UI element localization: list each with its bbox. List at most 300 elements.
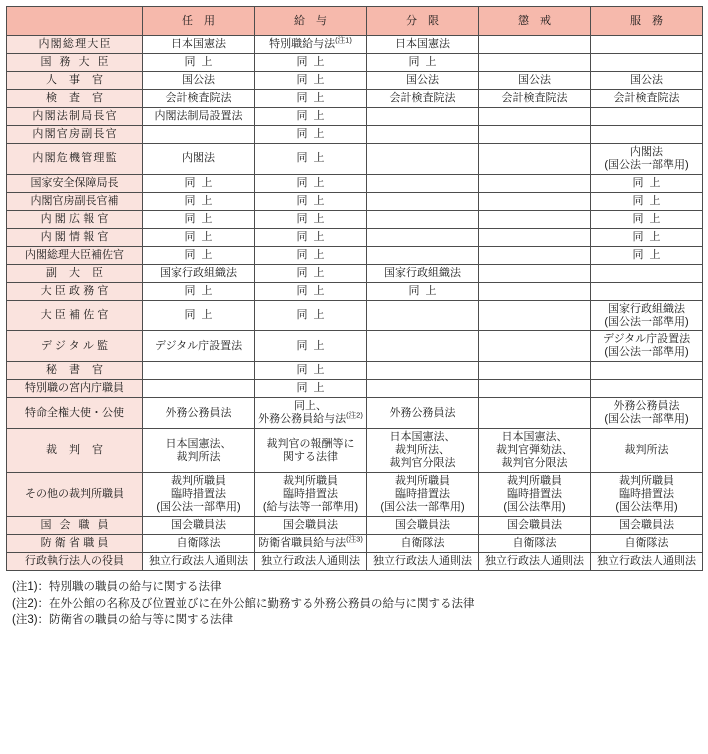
cell-line: 同上 [296, 364, 331, 377]
cell-line: (国公法一部準用) [156, 501, 241, 514]
table-cell [143, 535, 255, 553]
row-label [7, 71, 143, 89]
table-cell [479, 282, 591, 300]
cell-line: 会計検査院法 [389, 91, 456, 104]
cell-line: (給与法等一部準用) [262, 501, 359, 514]
table-cell [143, 107, 255, 125]
cell-line: 臨時措置法 [171, 488, 226, 501]
table-cell [479, 473, 591, 517]
cell-line: 国家行政組織法 [160, 266, 237, 279]
table-cell [255, 174, 367, 192]
table-cell [479, 71, 591, 89]
table-cell [367, 143, 479, 174]
table-cell [367, 210, 479, 228]
cell-line: 同上 [184, 194, 219, 207]
cell-line: 裁判所職員 [619, 475, 674, 488]
table-cell [591, 89, 703, 107]
table-cell [591, 535, 703, 553]
table-cell [143, 331, 255, 362]
table-cell [367, 53, 479, 71]
table-cell [255, 429, 367, 473]
cell-line: 外務公務員給与法$^{(注2)}$ [258, 410, 363, 426]
table-cell [591, 143, 703, 174]
table-cell [255, 36, 367, 54]
row-label [7, 228, 143, 246]
cell-line: (国公法一部準用) [604, 413, 689, 426]
table-row [7, 143, 703, 174]
table-cell [479, 553, 591, 571]
table-row [7, 210, 703, 228]
cell-line: 同上 [296, 382, 331, 395]
row-label-text: 内閣危機管理監 [32, 152, 118, 165]
cell-line: 同上 [184, 309, 219, 322]
table-row [7, 517, 703, 535]
row-label [7, 174, 143, 192]
table-cell [479, 36, 591, 54]
table-row [7, 429, 703, 473]
cell-line: 同上 [296, 152, 331, 165]
table-cell [479, 53, 591, 71]
table-cell [255, 282, 367, 300]
cell-line: デジタル庁設置法 [154, 339, 243, 352]
table-cell [143, 398, 255, 429]
cell-line: 同上 [632, 248, 667, 261]
row-label-text: 内閣法制局長官 [32, 109, 118, 122]
cell-line: デジタル庁設置法 [602, 333, 691, 346]
table-cell [367, 89, 479, 107]
cell-line: 会計検査院法 [165, 91, 232, 104]
column-header-kyuyo: 給 与 [255, 7, 367, 36]
cell-line: 同上 [296, 284, 331, 297]
table-cell [255, 107, 367, 125]
table-cell [255, 89, 367, 107]
cell-line: 日本国憲法、 [389, 431, 456, 444]
row-label-text: 人事官 [46, 73, 115, 86]
table-cell [367, 517, 479, 535]
table-cell [591, 553, 703, 571]
cell-line: 同上 [296, 91, 331, 104]
table-cell [479, 380, 591, 398]
table-cell [143, 143, 255, 174]
table-cell [255, 517, 367, 535]
table-cell [479, 107, 591, 125]
table-cell [479, 246, 591, 264]
table-cell [255, 264, 367, 282]
table-cell [591, 517, 703, 535]
cell-line: 同上 [632, 212, 667, 225]
table-cell [591, 71, 703, 89]
row-label-text: 特命全権大使・公使 [25, 406, 124, 419]
table-cell [143, 473, 255, 517]
cell-line: 同上 [184, 284, 219, 297]
table-cell [479, 143, 591, 174]
row-label [7, 362, 143, 380]
special-service-law-table [6, 6, 703, 571]
header-corner-cell [7, 7, 143, 36]
row-label [7, 398, 143, 429]
cell-line: 同上 [296, 248, 331, 261]
row-label-text: 国会職員 [40, 519, 117, 532]
cell-line: 裁判所法 [176, 450, 221, 463]
footnote-2: (注2)：在外公館の名称及び位置並びに在外公館に勤務する外務公務員の給与に関する法律 [12, 597, 475, 610]
table-cell [591, 36, 703, 54]
table-cell [591, 300, 703, 331]
table-cell [367, 125, 479, 143]
cell-line: 関する法律 [283, 450, 338, 463]
table-cell [255, 228, 367, 246]
column-header-choukai: 懲 戒 [479, 7, 591, 36]
table-cell [479, 362, 591, 380]
table-cell [591, 125, 703, 143]
table-cell [367, 398, 479, 429]
row-label [7, 125, 143, 143]
cell-line: 国会職員法 [283, 519, 338, 532]
table-cell [255, 300, 367, 331]
cell-line: 同上 [296, 194, 331, 207]
row-label [7, 517, 143, 535]
row-label-text: 国務大臣 [40, 55, 117, 68]
cell-line: 裁判所法、 [395, 444, 450, 457]
table-cell [591, 429, 703, 473]
cell-line: 同上 [296, 127, 331, 140]
table-cell [255, 210, 367, 228]
table-cell [479, 125, 591, 143]
cell-line: 国会職員法 [507, 519, 562, 532]
row-label-text: その他の裁判所職員 [25, 488, 124, 501]
row-label-text: 特別職の宮内庁職員 [25, 382, 124, 395]
table-cell [143, 553, 255, 571]
cell-line: 同上 [184, 230, 219, 243]
cell-line: 国家行政組織法 [384, 266, 461, 279]
row-label [7, 264, 143, 282]
table-cell [143, 246, 255, 264]
row-label-text: 大臣政務官 [40, 284, 112, 297]
table-cell [367, 331, 479, 362]
cell-line: 同上 [632, 176, 667, 189]
footnote-marker: (注1) [335, 35, 352, 45]
row-label [7, 53, 143, 71]
cell-line: 同上 [296, 109, 331, 122]
table-cell [479, 535, 591, 553]
row-label-text: 国家安全保障局長 [30, 176, 119, 189]
table-cell [143, 71, 255, 89]
cell-line: 同上 [296, 55, 331, 68]
row-label [7, 380, 143, 398]
table-cell [367, 107, 479, 125]
column-header-fukumu: 服 務 [591, 7, 703, 36]
cell-line: 内閣法 [630, 145, 663, 158]
table-row [7, 535, 703, 553]
cell-line: 裁判官分限法 [501, 457, 568, 470]
table-cell [143, 210, 255, 228]
table-cell [367, 380, 479, 398]
table-row [7, 331, 703, 362]
cell-line: 国会職員法 [395, 519, 450, 532]
cell-line: 裁判所職員 [283, 475, 338, 488]
table-cell [143, 282, 255, 300]
table-cell [367, 192, 479, 210]
table-cell [255, 380, 367, 398]
table-cell [367, 71, 479, 89]
cell-line: 国会職員法 [171, 519, 226, 532]
table-row [7, 264, 703, 282]
cell-line: 臨時措置法 [619, 488, 674, 501]
table-cell [255, 553, 367, 571]
cell-line: 国家行政組織法 [608, 302, 685, 315]
cell-line: 国公法 [630, 73, 663, 86]
table-cell [591, 473, 703, 517]
cell-line: 防衛省職員給与法$^{(注3)}$ [258, 534, 363, 550]
row-label-text: 内閣情報官 [40, 230, 112, 243]
column-header-ninyo: 任 用 [143, 7, 255, 36]
cell-line: 同上 [296, 266, 331, 279]
column-header-bungen: 分 限 [367, 7, 479, 36]
table-body [7, 36, 703, 571]
table-cell [591, 331, 703, 362]
table-cell [255, 473, 367, 517]
table-row [7, 53, 703, 71]
table-row [7, 398, 703, 429]
table-cell [143, 174, 255, 192]
table-cell [367, 362, 479, 380]
row-label [7, 535, 143, 553]
cell-line: 独立行政法人通則法 [149, 555, 248, 568]
cell-line: 同上 [296, 176, 331, 189]
table-cell [143, 228, 255, 246]
cell-line: 同上 [296, 339, 331, 352]
cell-line: 国公法 [518, 73, 551, 86]
table-row [7, 228, 703, 246]
table-cell [479, 210, 591, 228]
table-cell [143, 362, 255, 380]
table-cell [479, 192, 591, 210]
row-label [7, 331, 143, 362]
row-label-text: 防衛省職員 [40, 537, 112, 550]
cell-line: 日本国憲法 [171, 38, 226, 50]
cell-line: 同上 [296, 212, 331, 225]
table-cell [255, 125, 367, 143]
row-label-text: 大臣補佐官 [40, 309, 112, 322]
cell-line: 裁判所職員 [395, 475, 450, 488]
table-cell [143, 125, 255, 143]
cell-line: 日本国憲法、 [501, 431, 568, 444]
row-label [7, 89, 143, 107]
cell-line: 同上 [632, 230, 667, 243]
row-label [7, 36, 143, 54]
footnote-3: (注3)：防衛省の職員の給与等に関する法律 [12, 614, 234, 627]
table-cell [591, 380, 703, 398]
table-row [7, 282, 703, 300]
row-label-text: デジタル監 [40, 339, 112, 352]
cell-line: 同上 [184, 248, 219, 261]
row-label-text: 内閣官房副長官補 [30, 194, 119, 207]
table-row [7, 107, 703, 125]
table-cell [255, 362, 367, 380]
cell-line: 自衛隊法 [512, 537, 557, 550]
cell-line: (国公法一部準用) [604, 158, 689, 171]
cell-line: 独立行政法人通則法 [597, 555, 696, 568]
table-cell [367, 553, 479, 571]
table-cell [591, 282, 703, 300]
table-cell [367, 282, 479, 300]
table-cell [591, 174, 703, 192]
table-cell [367, 228, 479, 246]
cell-line: 同上 [184, 176, 219, 189]
row-label [7, 210, 143, 228]
row-label-text: 行政執行法人の役員 [25, 555, 124, 568]
cell-line: 外務公務員法 [165, 406, 232, 419]
table-row [7, 36, 703, 54]
table-cell [367, 174, 479, 192]
cell-line: 内閣法 [182, 152, 215, 165]
footnote-1: (注1)：特別職の職員の給与に関する法律 [12, 581, 222, 593]
table-cell [367, 246, 479, 264]
cell-line: 内閣法制局設置法 [154, 109, 243, 122]
table-cell [255, 331, 367, 362]
cell-line: 日本国憲法、 [165, 437, 232, 450]
cell-line: (国公法一部準用) [380, 501, 465, 514]
table-cell [591, 210, 703, 228]
cell-line: (国公法一部準用) [604, 315, 689, 328]
table-cell [255, 53, 367, 71]
table-cell [479, 264, 591, 282]
table-cell [367, 535, 479, 553]
row-label [7, 143, 143, 174]
row-label [7, 282, 143, 300]
table-cell [143, 429, 255, 473]
table-row [7, 362, 703, 380]
table-cell [143, 300, 255, 331]
cell-line: 同上 [296, 309, 331, 322]
table-cell [479, 174, 591, 192]
table-cell [479, 331, 591, 362]
table-cell [479, 398, 591, 429]
cell-line: 同上 [184, 55, 219, 68]
table-cell [367, 36, 479, 54]
table-cell [591, 246, 703, 264]
cell-line: 国公法 [406, 73, 439, 86]
table-row [7, 553, 703, 571]
cell-line: 会計検査院法 [501, 91, 568, 104]
row-label-text: 裁判官 [46, 444, 115, 457]
cell-line: 裁判所法 [624, 444, 669, 457]
table-cell [255, 192, 367, 210]
table-cell [255, 71, 367, 89]
table-cell [255, 143, 367, 174]
cell-line: 特別職給与法$^{(注1)}$ [269, 35, 352, 50]
row-label [7, 553, 143, 571]
table-cell [143, 517, 255, 535]
cell-line: 同上 [408, 55, 443, 68]
table-row [7, 89, 703, 107]
cell-line: 自衛隊法 [624, 537, 669, 550]
table-cell [255, 246, 367, 264]
cell-line: 裁判所職員 [507, 475, 562, 488]
row-label [7, 429, 143, 473]
cell-line: 同上、 [294, 400, 327, 413]
table-cell [591, 398, 703, 429]
cell-line: 国公法 [182, 73, 215, 86]
row-label [7, 300, 143, 331]
cell-line: 裁判所職員 [171, 475, 226, 488]
cell-line: 自衛隊法 [176, 537, 221, 550]
table-cell [367, 264, 479, 282]
footnote-marker: (注3) [346, 534, 363, 544]
cell-line: (国公法準用) [503, 501, 566, 514]
table-row [7, 125, 703, 143]
table-header [7, 7, 703, 36]
table-cell [591, 362, 703, 380]
table-cell [591, 107, 703, 125]
table-cell [479, 228, 591, 246]
cell-line: 裁判官分限法 [389, 457, 456, 470]
cell-line: 日本国憲法 [395, 38, 450, 50]
table-cell [143, 192, 255, 210]
table-cell [143, 380, 255, 398]
row-label-text: 秘書官 [46, 364, 115, 377]
row-label [7, 473, 143, 517]
cell-line: 同上 [296, 230, 331, 243]
cell-line: 同上 [408, 284, 443, 297]
cell-line: (国公法一部準用) [604, 346, 689, 359]
cell-line: 自衛隊法 [400, 537, 445, 550]
table-row [7, 192, 703, 210]
table-cell [367, 473, 479, 517]
table-cell [591, 53, 703, 71]
table-cell [143, 53, 255, 71]
cell-line: 同上 [632, 194, 667, 207]
row-label-text: 内閣広報官 [40, 212, 112, 225]
table-row [7, 473, 703, 517]
cell-line: 独立行政法人通則法 [261, 555, 360, 568]
cell-line: 臨時措置法 [507, 488, 562, 501]
table-cell [591, 264, 703, 282]
cell-line: 国会職員法 [619, 519, 674, 532]
table-row [7, 300, 703, 331]
header-row [7, 7, 703, 36]
cell-line: 裁判官弾劾法、 [496, 444, 573, 457]
table-cell [479, 300, 591, 331]
row-label [7, 246, 143, 264]
table-cell [143, 89, 255, 107]
cell-line: 同上 [184, 212, 219, 225]
table-row [7, 174, 703, 192]
footnotes [6, 579, 702, 629]
table-cell [479, 429, 591, 473]
table-cell [143, 36, 255, 54]
footnote-marker: (注2) [346, 410, 363, 420]
table-row [7, 246, 703, 264]
cell-line: 外務公務員法 [389, 406, 456, 419]
row-label [7, 107, 143, 125]
table-cell [367, 429, 479, 473]
table-cell [591, 192, 703, 210]
table-cell [255, 535, 367, 553]
cell-line: 会計検査院法 [613, 91, 680, 104]
cell-line: 独立行政法人通則法 [373, 555, 472, 568]
row-label-text: 副大臣 [46, 266, 115, 279]
table-cell [255, 398, 367, 429]
table-cell [367, 300, 479, 331]
row-label-text: 検査官 [46, 91, 115, 104]
table-cell [143, 264, 255, 282]
table-cell [479, 517, 591, 535]
cell-line: 臨時措置法 [283, 488, 338, 501]
cell-line: 外務公務員法 [613, 400, 680, 413]
row-label-text: 内閣総理大臣補佐官 [25, 248, 124, 261]
row-label [7, 192, 143, 210]
table-cell [591, 228, 703, 246]
